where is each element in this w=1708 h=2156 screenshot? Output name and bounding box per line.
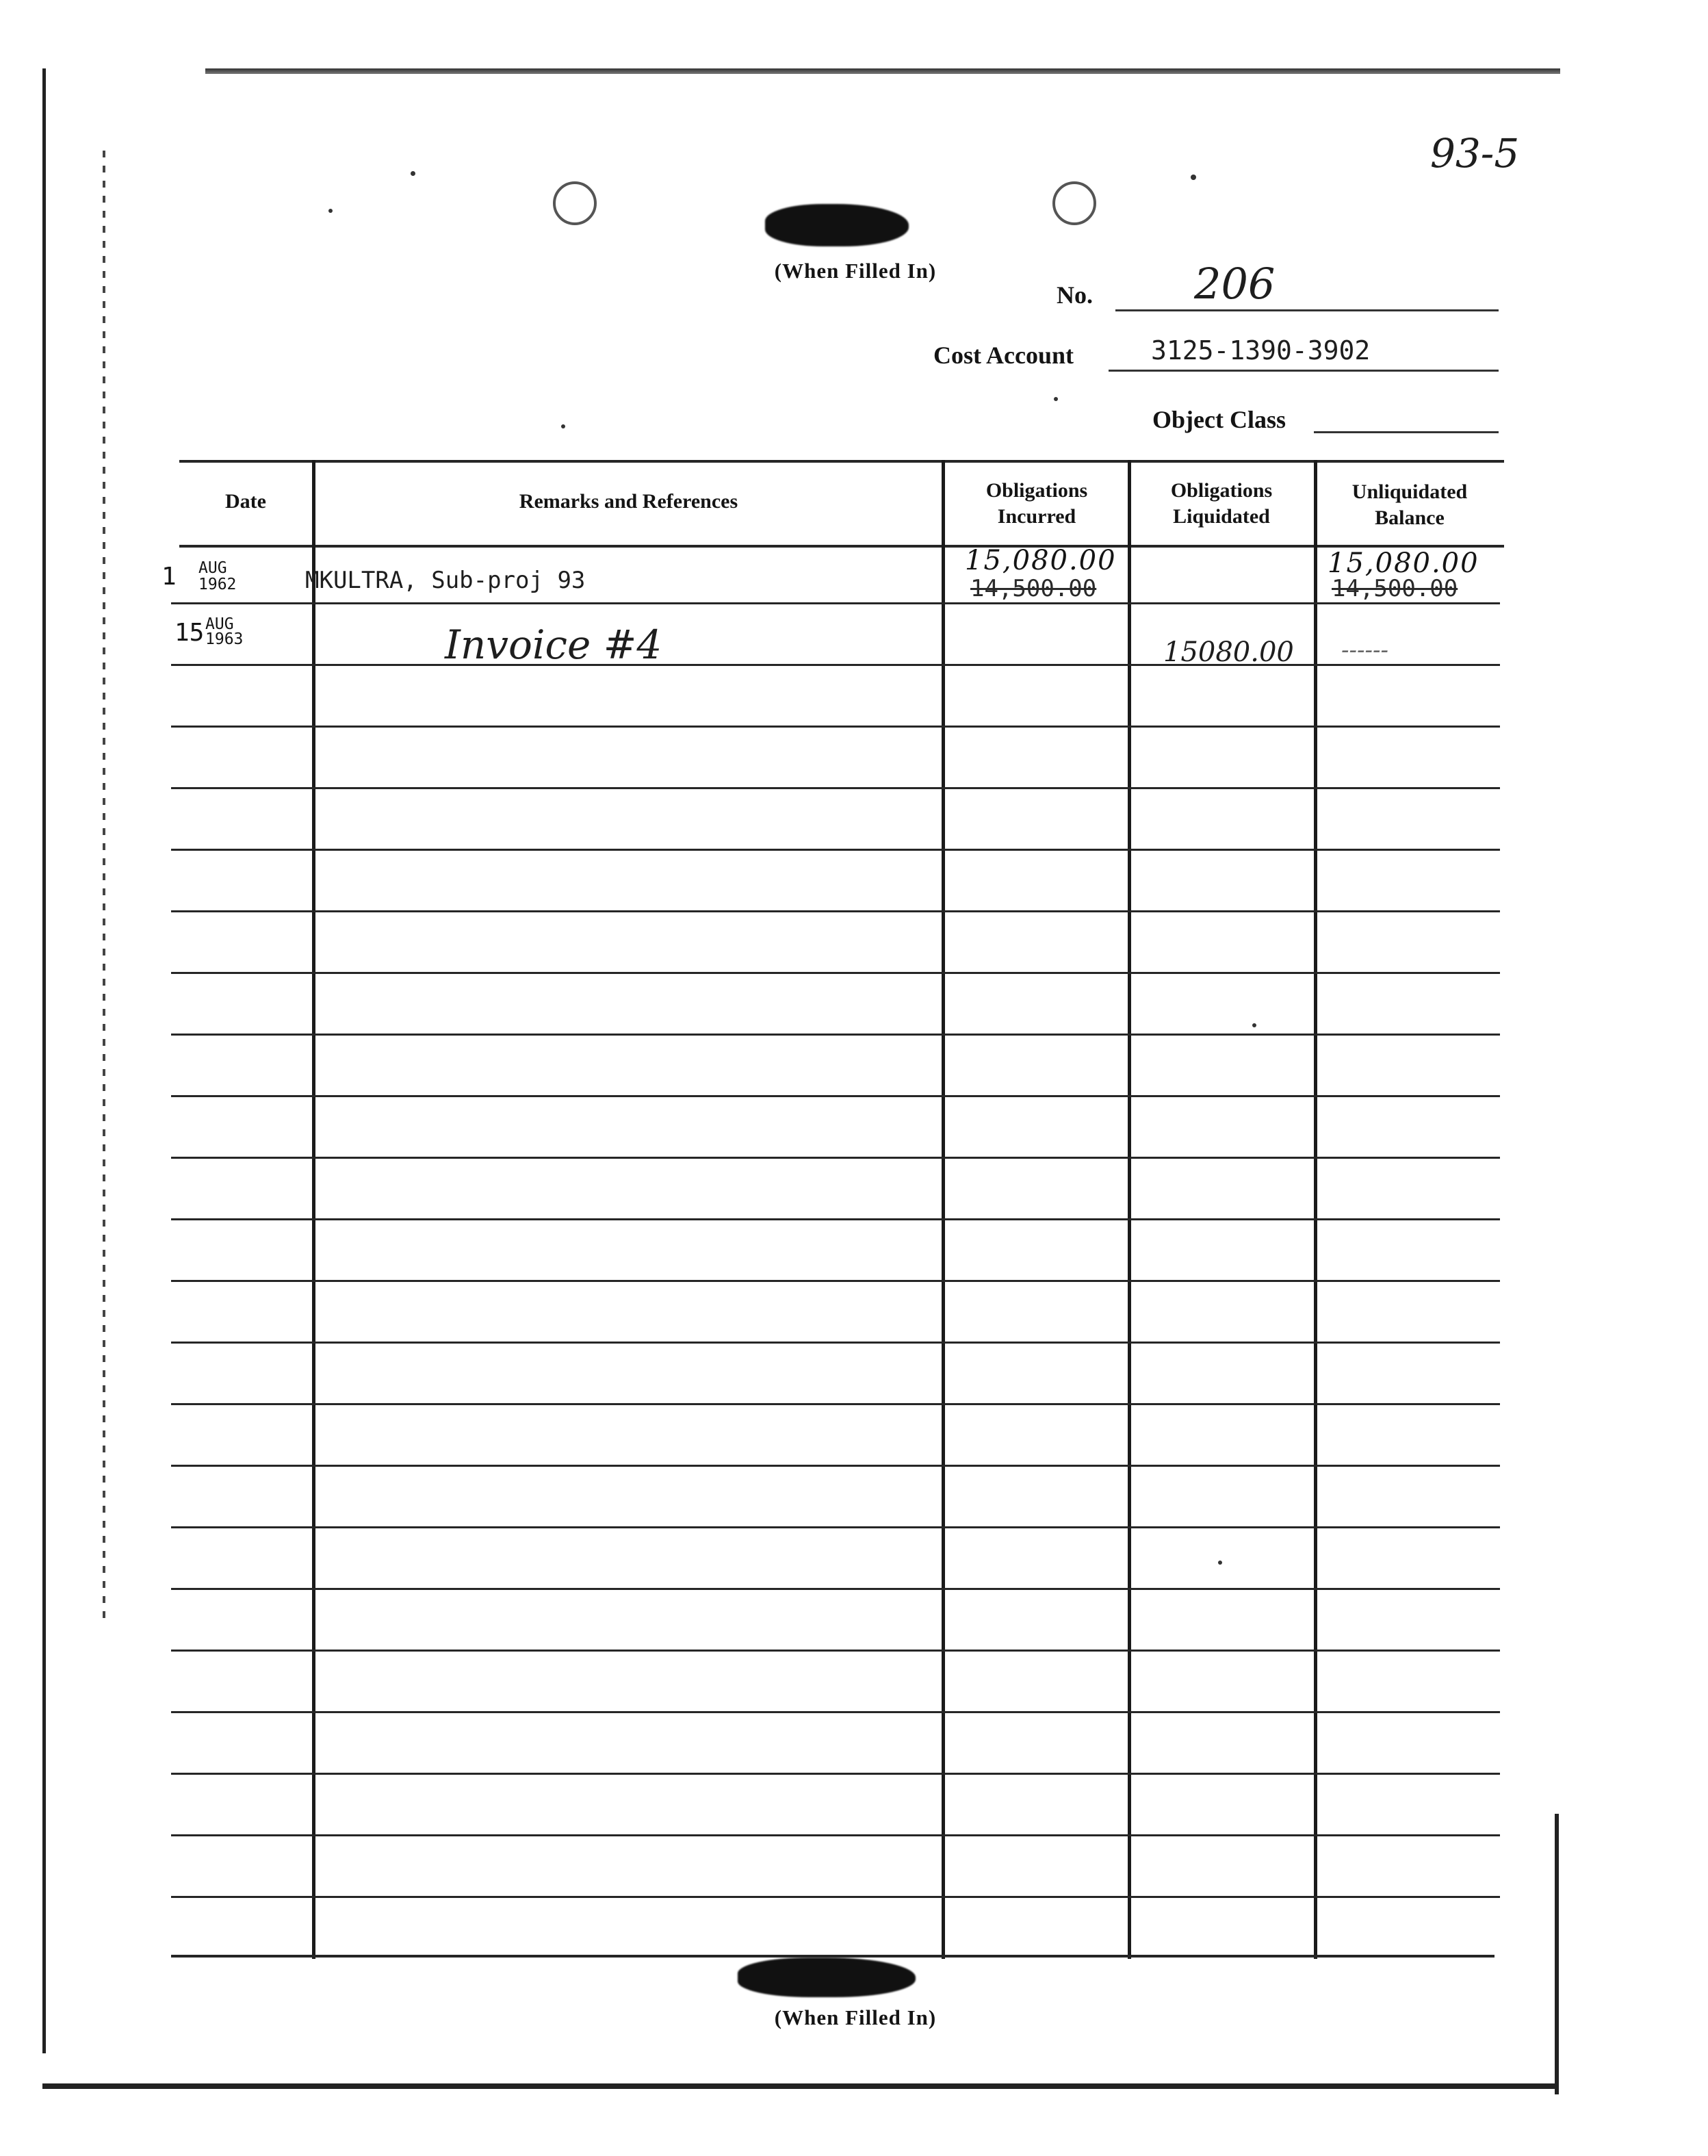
table-top-rule [179, 460, 1504, 463]
punch-hole-right [1052, 181, 1096, 225]
ruled-line [171, 602, 1500, 604]
column-divider [312, 460, 315, 1959]
redaction-mark-top [765, 204, 909, 246]
cost-account-value: 3125-1390-3902 [1151, 335, 1371, 365]
cost-account-underline [1109, 370, 1499, 372]
number-value: 206 [1194, 259, 1276, 309]
scan-edge-left [42, 68, 46, 2053]
ruled-line [171, 664, 1500, 666]
cost-account-label: Cost Account [933, 342, 1074, 369]
classification-caption-bottom: (When Filled In) [774, 2005, 937, 2029]
speck [1191, 175, 1196, 180]
column-divider [1128, 460, 1131, 1959]
ruled-line [171, 1403, 1500, 1405]
ruled-line [171, 1095, 1500, 1097]
speck [1252, 1023, 1256, 1027]
number-underline [1115, 309, 1499, 311]
row-remarks: MKULTRA, Sub-proj 93 [305, 567, 586, 594]
column-divider [942, 460, 945, 1959]
ruled-line [171, 726, 1500, 728]
speck [1054, 397, 1058, 401]
speck [1218, 1561, 1222, 1565]
object-class-label: Object Class [1152, 406, 1286, 433]
scan-edge-top [205, 68, 1560, 74]
row-date-year: 1962 [198, 576, 237, 593]
ruled-line [171, 1773, 1500, 1775]
ruled-line [171, 1526, 1500, 1528]
scan-dash-left [103, 151, 105, 1622]
scan-edge-right [1555, 1814, 1559, 2094]
row-unliquidated-balance: ------ [1341, 637, 1388, 664]
column-header-obligations-incurred: Obligations Incurred [985, 479, 1088, 528]
row-unliquidated-balance-struck: 14,500.00 [1332, 575, 1458, 602]
ruled-line [171, 1711, 1500, 1713]
corner-note: 93-5 [1430, 130, 1520, 177]
ruled-line [171, 1342, 1500, 1344]
row-date-day: 15 [174, 619, 205, 647]
ruled-line [171, 787, 1500, 789]
column-header-obligations-liquidated: Obligations Liquidated [1170, 479, 1273, 528]
ruled-line [171, 1896, 1500, 1898]
row-obligations-liquidated: 15080.00 [1163, 637, 1294, 668]
object-class-underline [1314, 431, 1499, 433]
ruled-line [171, 972, 1500, 974]
column-header-remarks: Remarks and References [519, 490, 738, 513]
row-date-year: 1963 [205, 630, 244, 648]
column-header-date: Date [225, 490, 266, 513]
ruled-line [171, 1834, 1500, 1836]
classification-caption-top: (When Filled In) [774, 259, 937, 283]
ruled-line [171, 1280, 1500, 1282]
ruled-line [171, 1157, 1500, 1159]
ruled-line [171, 1650, 1500, 1652]
ruled-line [171, 1034, 1500, 1036]
row-date-month: AUG [198, 559, 227, 577]
scan-edge-bottom [42, 2083, 1555, 2089]
row-unliquidated-balance: 15,080.00 [1328, 548, 1479, 579]
column-divider [1314, 460, 1317, 1959]
ruled-line [171, 849, 1500, 851]
punch-hole-left [553, 181, 597, 225]
column-header-unliquidated-balance: Unliquidated Balance [1351, 480, 1468, 529]
row-date-day: 1 [161, 563, 177, 591]
speck [328, 209, 333, 213]
ruled-line [171, 1588, 1500, 1590]
row-obligations-incurred-struck: 14,500.00 [970, 575, 1097, 602]
row-remarks: Invoice #4 [445, 621, 662, 668]
speck [561, 424, 565, 428]
row-date-month: AUG [205, 615, 234, 633]
number-label: No. [1057, 281, 1093, 309]
speck [411, 171, 415, 176]
ruled-line [171, 910, 1500, 912]
ruled-line [171, 1218, 1500, 1220]
ruled-line [171, 1465, 1500, 1467]
redaction-mark-bottom [738, 1958, 916, 1997]
row-obligations-incurred: 15,080.00 [965, 545, 1117, 576]
table-header-rule [179, 545, 1504, 548]
